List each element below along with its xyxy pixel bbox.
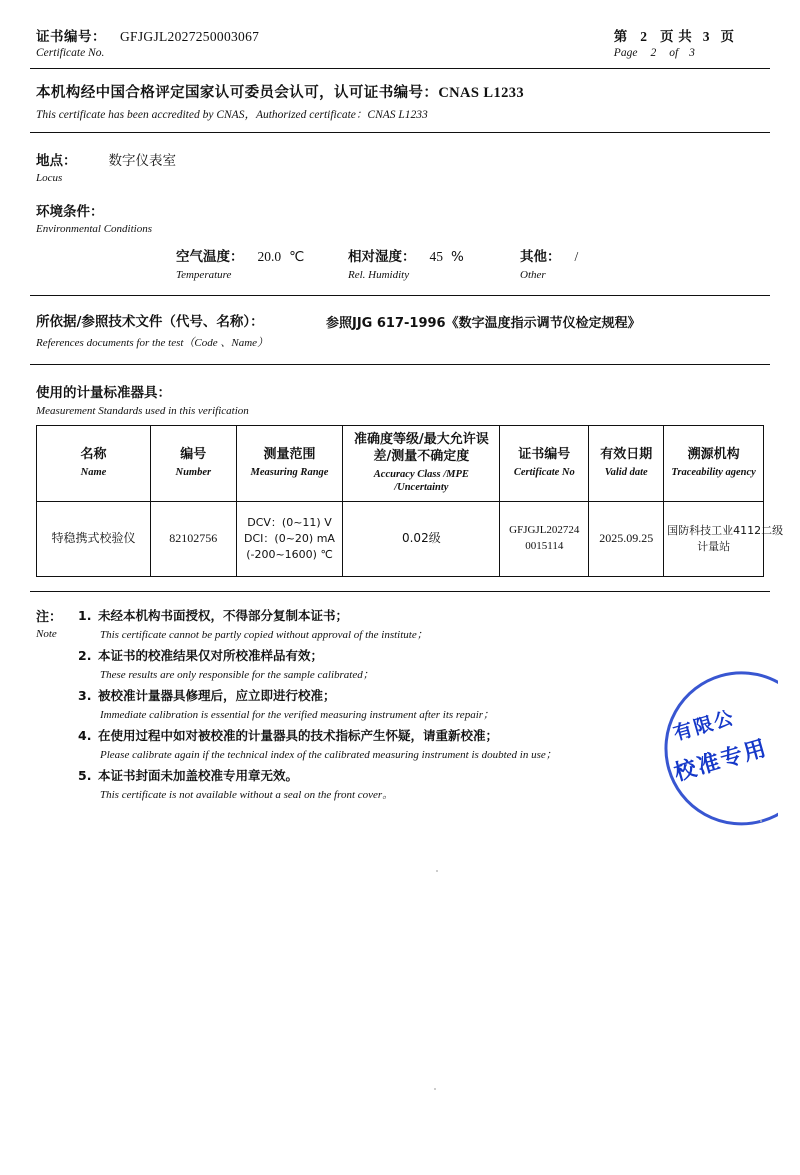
environment-other [520, 245, 586, 281]
column-accuracy-en: Accuracy Class /MPE /Uncertainty [373, 468, 469, 494]
temperature-label-en: Temperature [176, 268, 232, 281]
page-label-en-prefix: Page [613, 47, 638, 60]
column-valid-date [589, 425, 664, 501]
environment-label-en: Environmental Conditions [36, 222, 153, 235]
agency-line-2: 计量站 [697, 539, 731, 553]
page-current-cn: 2 [640, 29, 648, 44]
column-traceability-agency-en: Traceability agency [671, 466, 756, 478]
column-measuring-range-cn: 测量范围 [263, 447, 316, 462]
seal-text-line-1: 有限公 [670, 706, 738, 745]
page-total-cn: 3 [702, 29, 710, 44]
temperature-value: 20.0 [257, 248, 282, 264]
locus-label-cn: 地点： [36, 152, 77, 169]
environment-temperature [176, 245, 348, 281]
standards-table [36, 425, 784, 577]
column-number-cn: 编号 [180, 447, 207, 462]
environment-divider [30, 295, 770, 296]
page-label-en-middle: of [669, 47, 679, 60]
list-item [78, 646, 764, 682]
references-label-en: References documents for the test（Code 、Name） [36, 336, 269, 349]
column-name-cn: 名称 [80, 447, 107, 462]
cert-no-line-1: GFJGJL202724 [509, 523, 580, 536]
list-item [78, 686, 764, 722]
accreditation-code: CNAS L1233 [438, 84, 525, 101]
notes-section [30, 606, 770, 806]
note-text-cn-4: 在使用过程中如对被校准的计量器具的技术指标产生怀疑，请重新校准； [98, 727, 499, 743]
note-index-3: 3. [78, 687, 92, 703]
column-valid-date-cn: 有效日期 [600, 447, 653, 462]
note-text-cn-1: 未经本机构书面授权，不得部分复制本证书； [98, 607, 349, 623]
references-divider [30, 364, 770, 365]
list-item [78, 726, 764, 762]
cell-measuring-range [236, 501, 343, 576]
cell-accuracy: 0.02级 [343, 501, 500, 576]
accreditation-divider [30, 132, 770, 133]
certificate-number [36, 28, 259, 62]
column-accuracy-cn: 准确度等级/最大允许误差/测量不确定度 [353, 431, 489, 464]
notes-tag-en: Note [36, 627, 57, 640]
scan-speck [434, 1088, 436, 1090]
references-label-cn: 所依据/参照技术文件（代号、名称）： [36, 313, 264, 330]
column-accuracy [343, 425, 500, 501]
scan-speck [436, 870, 438, 872]
seal-edge-mask [778, 660, 800, 840]
note-text-en-2: These results are only responsible for the sample calibrated； [100, 668, 374, 681]
column-number [151, 425, 237, 501]
column-certificate-no [500, 425, 589, 501]
cell-valid-date: 2025.09.25 [589, 501, 664, 576]
column-name-en: Name [80, 466, 107, 478]
note-text-cn-3: 被校准计量器具修理后，应立即进行校准； [98, 687, 336, 703]
other-label-cn: 其他： [520, 248, 561, 265]
other-label-en: Other [520, 268, 546, 281]
note-text-cn-5: 本证书封面未加盖校准专用章无效。 [98, 767, 299, 783]
note-index-1: 1. [78, 607, 92, 623]
list-item [78, 766, 764, 802]
environment-humidity [348, 245, 520, 281]
notes-list [78, 606, 764, 806]
cell-number: 82102756 [151, 501, 237, 576]
note-index-5: 5. [78, 767, 92, 783]
column-traceability-agency-cn: 溯源机构 [687, 447, 740, 462]
column-number-en: Number [175, 466, 212, 478]
standards-title [36, 381, 764, 417]
references-value: 参照JJG 617-1996《数字温度指示调节仪检定规程》 [326, 315, 641, 331]
cell-name: 特稳携式校验仪 [37, 501, 151, 576]
note-text-en-3: Immediate calibration is essential for the verified measuring instrument after its repair； [100, 708, 495, 721]
range-line-3: (-200~1600) ℃ [246, 547, 333, 561]
standards-title-cn: 使用的计量标准器具： [36, 384, 171, 401]
page-header [30, 28, 770, 68]
environment-values [36, 245, 764, 281]
accreditation-text-en: This certificate has been accredited by CNAS，Authorized certificate：CNAS L1233 [36, 108, 428, 121]
cert-no-line-2: 0015114 [525, 539, 564, 552]
column-certificate-no-en: Certificate No [513, 466, 575, 478]
page-total-en: 3 [689, 47, 695, 60]
column-valid-date-en: Valid date [604, 466, 648, 478]
temperature-unit: ℃ [289, 248, 305, 265]
cell-traceability-agency [664, 501, 784, 576]
note-text-en-4: Please calibrate again if the technical index of the calibrated measuring instrument is doubted in use； [100, 748, 557, 761]
column-traceability-agency [664, 425, 764, 501]
page-current-en: 2 [650, 47, 657, 60]
humidity-unit: % [451, 248, 464, 265]
certificate-number-value: GFJGJL2027250003067 [120, 29, 260, 44]
temperature-label-cn: 空气温度： [176, 248, 244, 265]
agency-line-1: 国防科技工业4112二级 [667, 523, 784, 537]
references-section [30, 310, 770, 350]
standards-title-en: Measurement Standards used in this verification [36, 404, 249, 417]
note-index-4: 4. [78, 727, 92, 743]
page-label-cn-middle: 页 共 [660, 29, 692, 45]
environment-field [36, 200, 764, 235]
locus-label-en: Locus [36, 171, 63, 184]
locus-field [36, 149, 764, 184]
table-row [37, 501, 764, 576]
column-name [37, 425, 151, 501]
cell-certificate-no [500, 501, 589, 576]
other-value: / [574, 248, 579, 264]
humidity-label-cn: 相对湿度： [348, 248, 416, 265]
notes-tag [36, 606, 78, 640]
scan-speck [760, 820, 762, 822]
page-number [614, 28, 734, 62]
note-text-en-1: This certificate cannot be partly copied without approval of the institute； [100, 628, 428, 641]
note-text-en-5: This certificate is not available without a seal on the front cover。 [100, 788, 394, 801]
page-label-cn-suffix: 页 [720, 29, 734, 45]
accreditation-text-cn: 本机构经中国合格评定国家认可委员会认可，认可证书编号： [36, 84, 439, 101]
note-index-2: 2. [78, 647, 92, 663]
locus-value: 数字仪表室 [108, 152, 176, 169]
certificate-number-label-en: Certificate No. [36, 47, 105, 60]
standards-divider [30, 591, 770, 592]
column-measuring-range [236, 425, 343, 501]
humidity-value: 45 [429, 248, 443, 264]
seal-text-line-2: 校准专用 [671, 735, 771, 787]
column-measuring-range-en: Measuring Range [250, 466, 329, 478]
range-line-1: DCV：(0~11) V [247, 515, 332, 529]
page-label-cn-prefix: 第 [613, 29, 628, 45]
humidity-label-en: Rel. Humidity [348, 268, 410, 281]
certificate-number-label-cn: 证书编号： [36, 29, 106, 45]
list-item [78, 606, 764, 642]
note-text-cn-2: 本证书的校准结果仅对所校准样品有效； [98, 647, 324, 663]
notes-tag-cn: 注： [36, 609, 63, 625]
standards-section [30, 381, 784, 577]
column-certificate-no-cn: 证书编号 [518, 447, 571, 462]
accreditation-block [30, 69, 770, 132]
range-line-2: DCI：(0~20) mA [244, 531, 335, 545]
table-header-row [37, 425, 764, 501]
info-section [30, 149, 770, 281]
environment-label-cn: 环境条件： [36, 203, 104, 220]
